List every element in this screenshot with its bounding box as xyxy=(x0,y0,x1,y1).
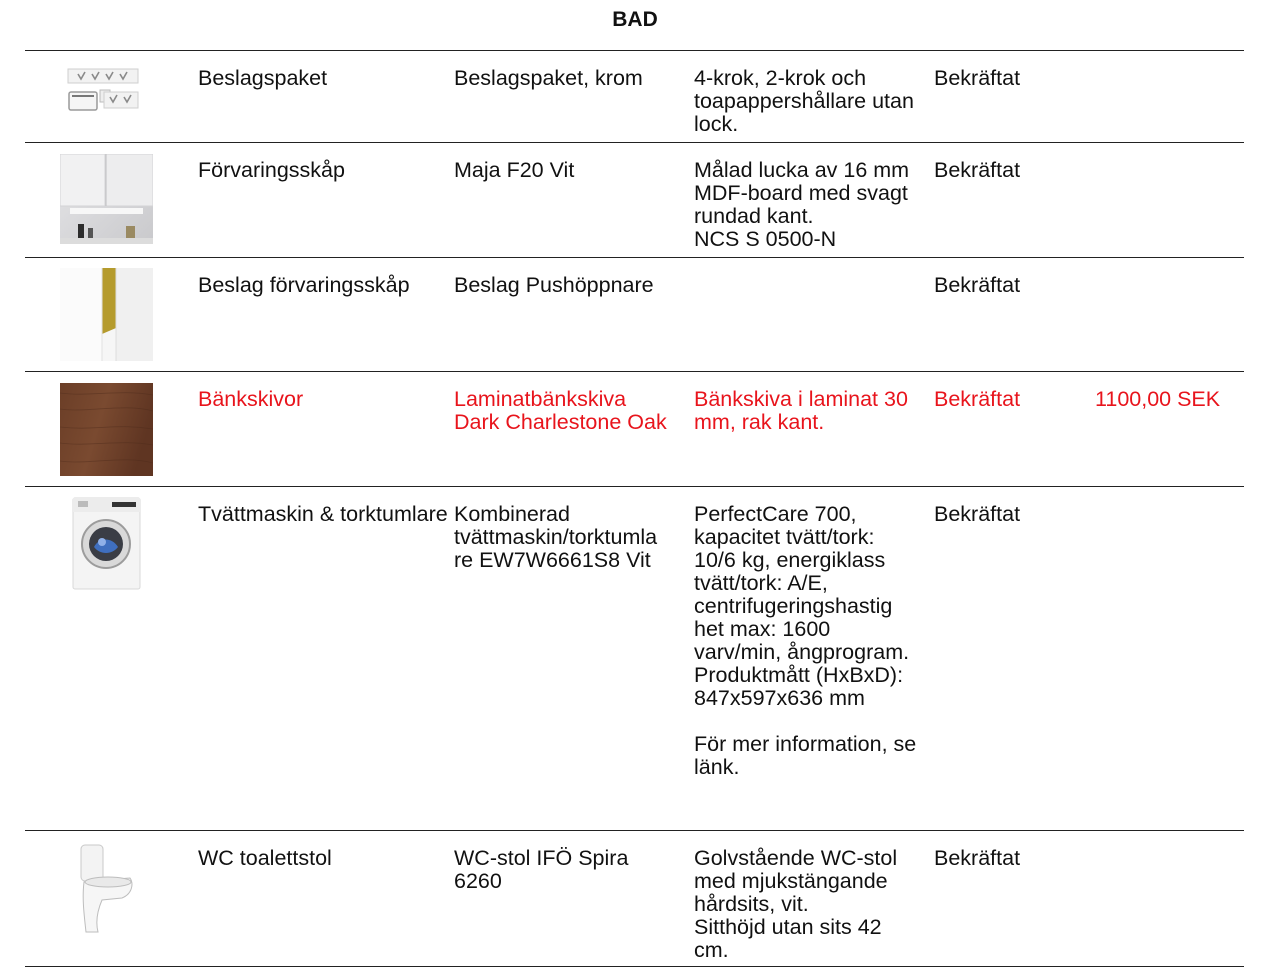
product-name: Förvaringsskåp xyxy=(198,158,345,182)
hooks-icon xyxy=(66,66,140,118)
status-text: Bekräftat xyxy=(934,502,1021,526)
product-description: Bänkskiva i laminat 30 mm, rak kant. xyxy=(694,387,908,434)
product-name: WC toalettstol xyxy=(198,846,332,870)
cabinet-icon xyxy=(60,154,153,244)
price-text: 1100,00 SEK xyxy=(1095,387,1221,411)
status-text: Bekräftat xyxy=(934,846,1021,870)
toilet-icon xyxy=(72,842,138,935)
product-name: Bänkskivor xyxy=(198,387,304,411)
push-opener-icon xyxy=(60,268,153,361)
row-divider xyxy=(25,830,1244,831)
page-title: BAD xyxy=(612,8,658,31)
wood-sample-icon xyxy=(60,383,153,476)
product-model: Beslag Pushöppnare xyxy=(454,273,654,297)
status-text: Bekräftat xyxy=(934,158,1021,182)
product-model: Kombinerad tvättmaskin/torktumla re EW7W6661S8 Vit xyxy=(454,502,658,572)
product-model: Maja F20 Vit xyxy=(454,158,575,182)
row-divider xyxy=(25,50,1244,51)
product-name: Beslagspaket xyxy=(198,66,328,90)
row-divider xyxy=(25,371,1244,372)
product-description: PerfectCare 700, kapacitet tvätt/tork: 10/6 kg, energiklass tvätt/tork: A/E, centrifugeringshastig het max: 1600 varv/min, ångprogram. Produktmått (HxBxD): 847x597x636 mm För mer information, se länk. xyxy=(694,502,917,779)
product-description: 4-krok, 2-krok och toapappershållare utan lock. xyxy=(694,66,914,136)
row-divider xyxy=(25,966,1244,967)
product-description: Målad lucka av 16 mm MDF-board med svagt rundad kant. NCS S 0500-N xyxy=(694,158,910,251)
row-divider xyxy=(25,257,1244,258)
product-model: Laminatbänkskiva Dark Charlestone Oak xyxy=(454,387,667,434)
product-description: Golvstående WC-stol med mjukstängande hårdsits, vit. Sitthöjd utan sits 42 cm. xyxy=(694,846,898,962)
row-divider xyxy=(25,142,1244,143)
product-model: WC-stol IFÖ Spira 6260 xyxy=(454,846,629,893)
product-model: Beslagspaket, krom xyxy=(454,66,643,90)
status-text: Bekräftat xyxy=(934,66,1021,90)
status-text: Bekräftat xyxy=(934,387,1021,411)
product-name: Beslag förvaringsskåp xyxy=(198,273,410,297)
row-divider xyxy=(25,486,1244,487)
status-text: Bekräftat xyxy=(934,273,1021,297)
washing-machine-icon xyxy=(72,497,141,590)
product-name: Tvättmaskin & torktumlare xyxy=(198,502,448,526)
